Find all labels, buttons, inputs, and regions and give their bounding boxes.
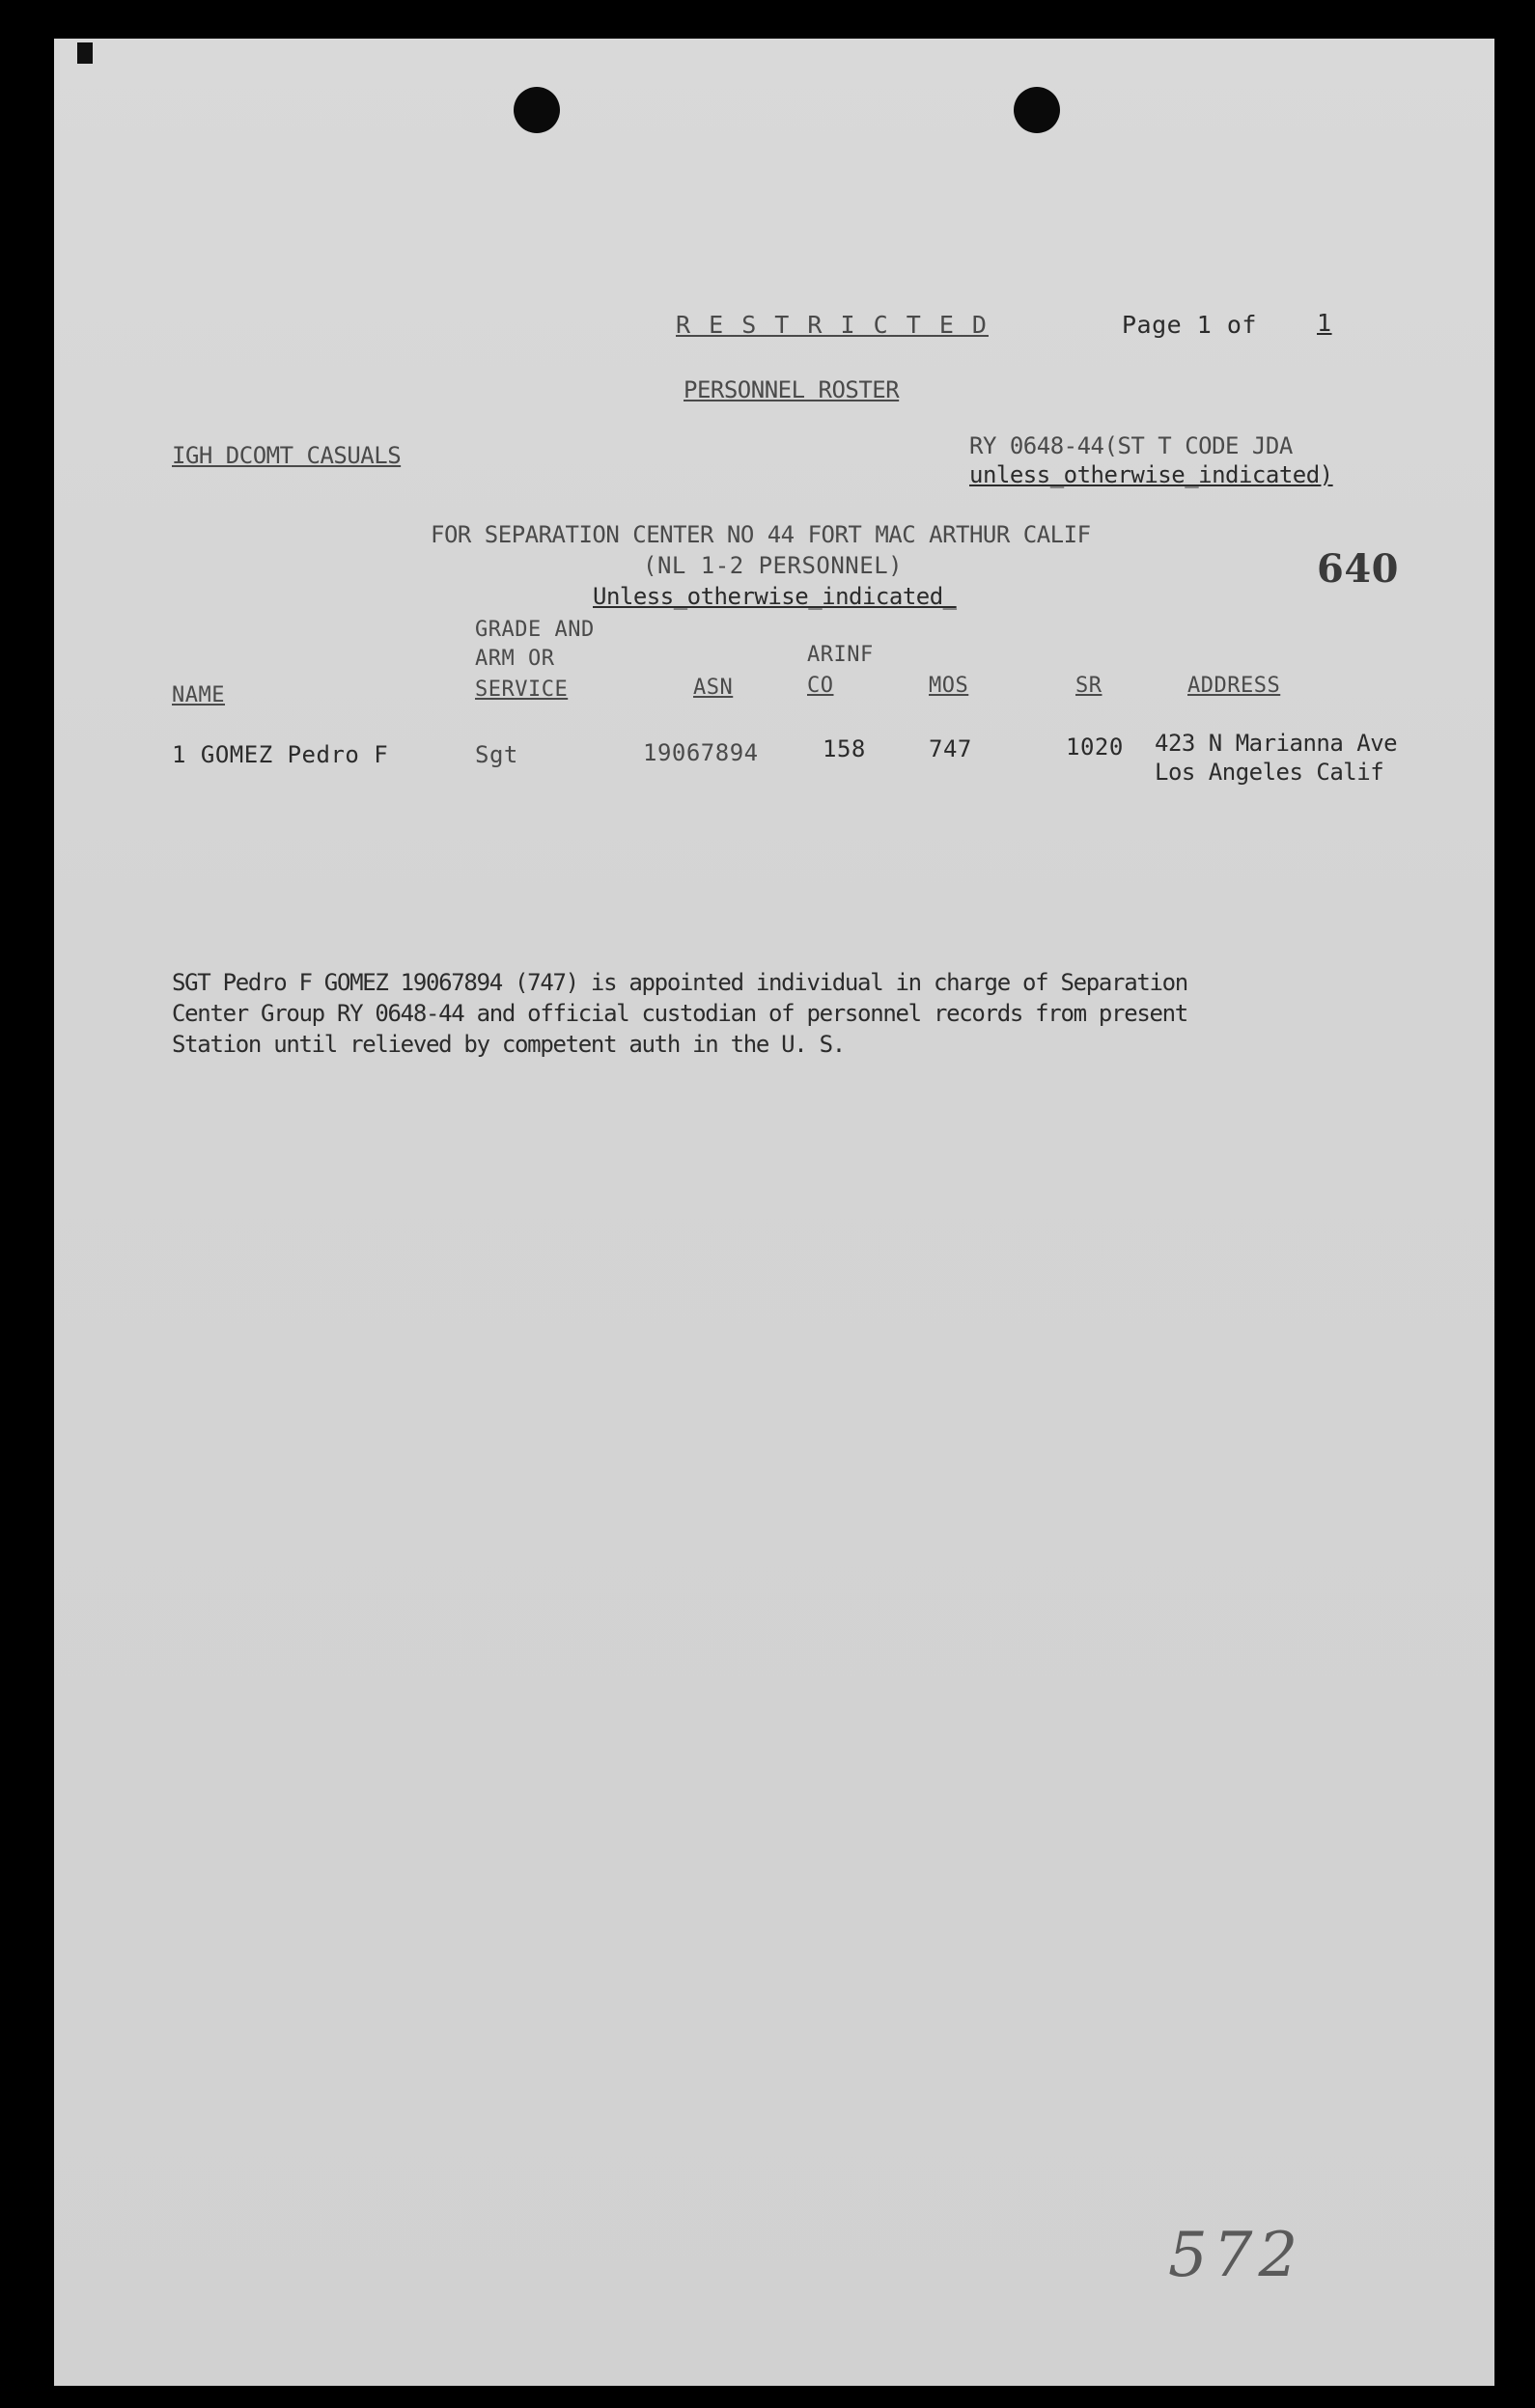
- restricted-heading: R E S T R I C T E D: [676, 311, 989, 339]
- col-asn: ASN: [693, 676, 734, 700]
- row-address-line2: Los Angeles Calif: [1155, 759, 1384, 786]
- personnel-note: (NL 1-2 PERSONNEL): [643, 552, 904, 579]
- row-asn: 19067894: [643, 739, 759, 766]
- order-reference: RY 0648-44(ST T CODE JDA: [969, 432, 1293, 459]
- stamp-number: 640: [1317, 546, 1399, 592]
- page-of-label: Page 1 of: [1122, 311, 1257, 339]
- row-sr: 1020: [1066, 733, 1124, 761]
- notice-line-1: SGT Pedro F GOMEZ 19067894 (747) is appointed individual in charge of Separation: [172, 969, 1187, 996]
- col-grade-line2: ARM OR: [475, 647, 555, 671]
- col-arm-line1: ARINF: [807, 643, 874, 667]
- order-qualifier: unless_otherwise_indicated): [969, 461, 1333, 488]
- unit-name: IGH DCOMT CASUALS: [172, 442, 402, 469]
- notice-line-3: Station until relieved by competent auth in the U. S.: [172, 1031, 845, 1058]
- separation-center-line: FOR SEPARATION CENTER NO 44 FORT MAC ARTHUR CALIF: [431, 521, 1091, 548]
- roster-title: PERSONNEL ROSTER: [684, 376, 900, 403]
- col-grade-line3: SERVICE: [475, 678, 569, 702]
- col-sr: SR: [1075, 674, 1102, 698]
- row-co: 158: [823, 735, 866, 762]
- page-total: 1: [1317, 309, 1332, 337]
- row-grade: Sgt: [475, 741, 518, 768]
- handwritten-number: 572: [1168, 2220, 1304, 2291]
- punch-hole-left: [514, 87, 560, 133]
- row-name: 1 GOMEZ Pedro F: [172, 741, 389, 768]
- center-qualifier: Unless_otherwise_indicated_: [593, 583, 957, 610]
- punch-hole-right: [1014, 87, 1060, 133]
- col-grade-line1: GRADE AND: [475, 618, 595, 642]
- col-arm-line2: CO: [807, 674, 834, 698]
- col-address: ADDRESS: [1187, 674, 1281, 698]
- col-mos: MOS: [929, 674, 969, 698]
- notice-line-2: Center Group RY 0648-44 and official custodian of personnel records from present: [172, 1000, 1187, 1027]
- row-address-line1: 423 N Marianna Ave: [1155, 730, 1398, 757]
- scan-speck: [77, 42, 93, 64]
- row-mos: 747: [929, 735, 972, 762]
- col-name: NAME: [172, 683, 225, 707]
